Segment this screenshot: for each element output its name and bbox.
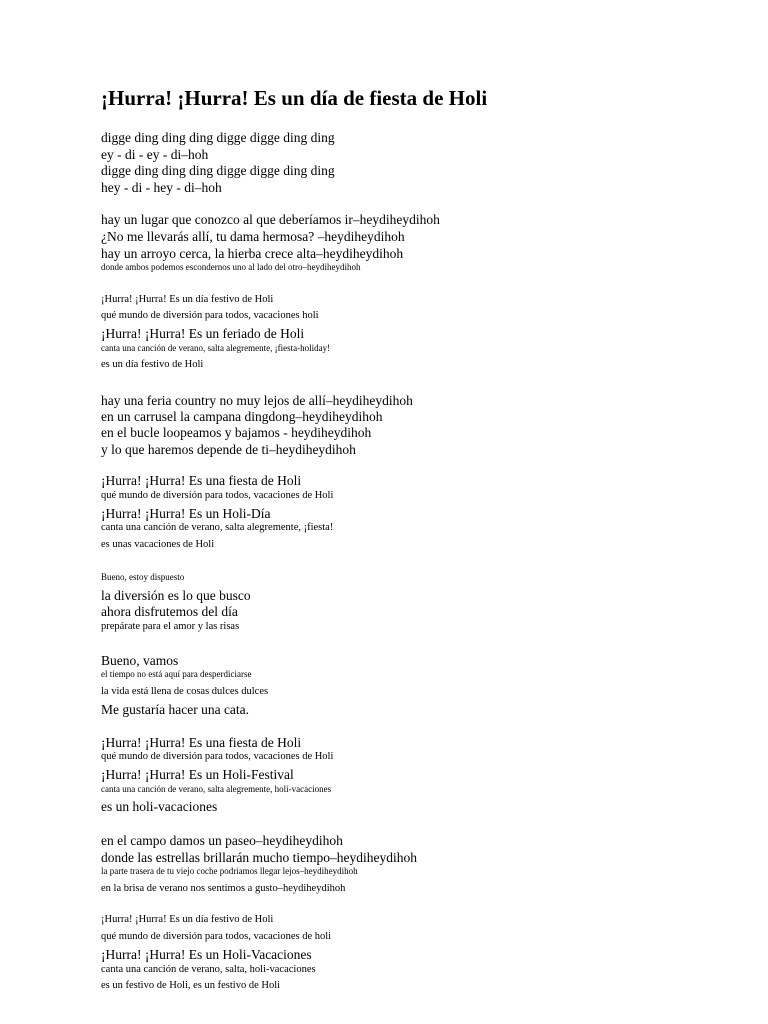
lyric-line: ¡Hurra! ¡Hurra! Es un Holi-Día	[101, 506, 271, 521]
lyric-line: hey - di - hey - di–hoh	[101, 180, 222, 195]
lyric-line: qué mundo de diversión para todos, vacaciones de Holi	[101, 751, 334, 762]
lyric-line: la parte trasera de tu viejo coche podríamos llegar lejos–heydiheydihoh	[101, 866, 358, 876]
lyric-line: Bueno, estoy dispuesto	[101, 572, 185, 582]
lyric-line: hay un arroyo cerca, la hierba crece alta–heydiheydihoh	[101, 246, 404, 261]
lyric-line: qué mundo de diversión para todos, vacaciones holi	[101, 310, 319, 321]
lyric-line: el tiempo no está aquí para desperdiciarse	[101, 669, 252, 679]
lyric-line: es unas vacaciones de Holi	[101, 539, 215, 550]
lyric-line: canta una canción de verano, salta alegremente, ¡fiesta!	[101, 522, 334, 533]
lyric-line: ¡Hurra! ¡Hurra! Es un día festivo de Holi	[101, 914, 274, 925]
lyric-line: ¡Hurra! ¡Hurra! Es una fiesta de Holi	[101, 473, 302, 488]
lyric-line: canta una canción de verano, salta, holi-vacaciones	[101, 964, 316, 975]
lyric-line: en el campo damos un paseo–heydiheydihoh	[101, 833, 343, 848]
lyric-line: prepárate para el amor y las risas	[101, 621, 240, 632]
lyric-line: la vida está llena de cosas dulces dulces	[101, 686, 269, 697]
lyric-line: ¡Hurra! ¡Hurra! Es un Holi-Vacaciones	[101, 947, 312, 962]
lyric-line: la diversión es lo que busco	[101, 588, 251, 603]
lyric-line: ¡Hurra! ¡Hurra! Es un día festivo de Holi	[101, 294, 274, 305]
lyric-line: canta una canción de verano, salta alegremente, ¡fiesta-holiday!	[101, 343, 331, 353]
lyric-line: en un carrusel la campana dingdong–heydiheydihoh	[101, 409, 383, 424]
lyric-line: y lo que haremos depende de ti–heydiheydihoh	[101, 442, 356, 457]
lyric-line: es un holi-vacaciones	[101, 799, 218, 814]
lyric-line: ahora disfrutemos del día	[101, 604, 238, 619]
page-title: ¡Hurra! ¡Hurra! Es un día de fiesta de Holi	[101, 86, 488, 110]
lyric-line: digge ding ding ding digge digge ding ding	[101, 130, 335, 145]
lyric-line: en el bucle loopeamos y bajamos - heydiheydihoh	[101, 425, 372, 440]
lyric-line: es un día festivo de Holi	[101, 359, 204, 370]
lyric-line: hay una feria country no muy lejos de allí–heydiheydihoh	[101, 393, 413, 408]
lyric-line: hay un lugar que conozco al que deberíamos ir–heydiheydihoh	[101, 212, 440, 227]
lyric-line: Me gustaría hacer una cata.	[101, 702, 250, 717]
lyric-line: digge ding ding ding digge digge ding ding	[101, 163, 335, 178]
lyric-line: qué mundo de diversión para todos, vacaciones de Holi	[101, 490, 334, 501]
lyric-line: en la brisa de verano nos sentimos a gusto–heydiheydihoh	[101, 883, 346, 894]
lyric-line: ¿No me llevarás allí, tu dama hermosa? –heydiheydihoh	[101, 229, 405, 244]
lyric-line: ¡Hurra! ¡Hurra! Es una fiesta de Holi	[101, 735, 302, 750]
lyric-line: Bueno, vamos	[101, 653, 179, 668]
lyric-line: ¡Hurra! ¡Hurra! Es un Holi-Festival	[101, 767, 294, 782]
lyric-line: canta una canción de verano, salta alegremente, holi-vacaciones	[101, 784, 332, 794]
lyric-line: donde ambos podemos escondernos uno al lado del otro–heydiheydihoh	[101, 262, 361, 272]
lyric-line: es un festivo de Holi, es un festivo de Holi	[101, 980, 281, 991]
lyric-line: qué mundo de diversión para todos, vacaciones de holi	[101, 931, 332, 942]
lyric-line: donde las estrellas brillarán mucho tiempo–heydiheydihoh	[101, 850, 418, 865]
lyric-line: ¡Hurra! ¡Hurra! Es un feriado de Holi	[101, 326, 305, 341]
lyric-line: ey - di - ey - di–hoh	[101, 147, 209, 162]
